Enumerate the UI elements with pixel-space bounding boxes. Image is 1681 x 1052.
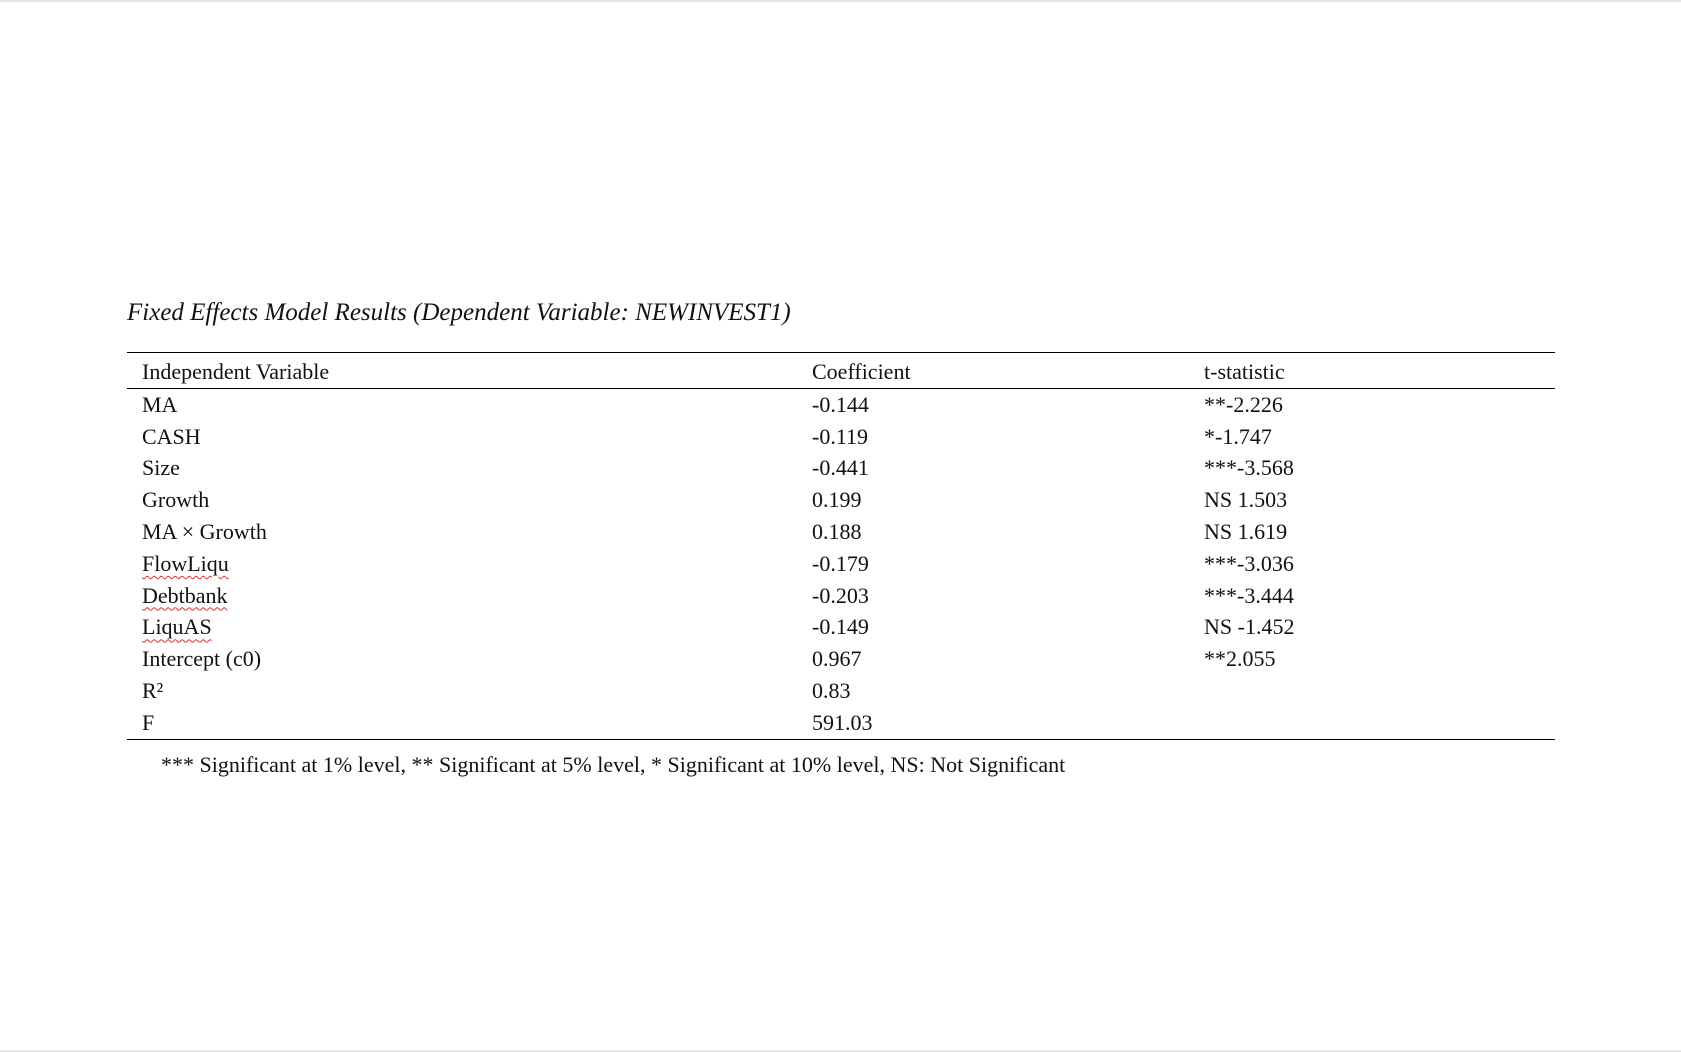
coefficient-cell: -0.179 xyxy=(812,550,869,576)
spellcheck-flagged-word[interactable]: FlowLiqu xyxy=(142,550,229,576)
table-row xyxy=(127,453,1555,485)
t-statistic-cell: ***-3.568 xyxy=(1204,455,1294,481)
regression-results-table xyxy=(127,352,1555,740)
page-top-edge xyxy=(0,0,1681,2)
document-page xyxy=(127,296,1555,778)
variable-cell: Intercept (c0) xyxy=(142,646,262,672)
variable-cell xyxy=(127,580,797,612)
coefficient-cell: -0.144 xyxy=(812,391,869,417)
t-statistic-cell: **-2.226 xyxy=(1204,391,1283,417)
variable-cell: F xyxy=(142,709,155,735)
variable-cell: Growth xyxy=(142,487,210,513)
coefficient-cell: 0.188 xyxy=(812,519,862,545)
header-row xyxy=(127,353,1555,389)
coefficient-cell: 0.967 xyxy=(812,646,862,672)
t-statistic-cell: NS 1.619 xyxy=(1204,519,1288,545)
t-statistic-cell: **2.055 xyxy=(1204,646,1276,672)
coefficient-cell: -0.119 xyxy=(812,423,869,449)
variable-cell: MA xyxy=(142,391,178,417)
t-statistic-cell xyxy=(1189,675,1555,707)
table-body xyxy=(127,389,1555,740)
variable-cell: CASH xyxy=(142,423,201,449)
table-row xyxy=(127,675,1555,707)
table-row xyxy=(127,516,1555,548)
table-row xyxy=(127,421,1555,453)
header-t-statistic: t-statistic xyxy=(1204,359,1285,384)
table-row xyxy=(127,707,1555,739)
coefficient-cell: -0.149 xyxy=(812,614,869,640)
table-row xyxy=(127,548,1555,580)
table-caption: Fixed Effects Model Results (Dependent Variable: NEWINVEST1) xyxy=(127,299,791,326)
t-statistic-cell: NS 1.503 xyxy=(1204,487,1288,513)
t-statistic-cell: ***-3.444 xyxy=(1204,582,1294,608)
table-row xyxy=(127,580,1555,612)
header-independent-variable: Independent Variable xyxy=(142,359,330,384)
t-statistic-cell xyxy=(1189,707,1555,739)
coefficient-cell: -0.441 xyxy=(812,455,869,481)
table-row xyxy=(127,612,1555,644)
variable-cell: R² xyxy=(142,678,164,704)
spellcheck-flagged-word[interactable]: Debtbank xyxy=(142,582,228,608)
coefficient-cell: -0.203 xyxy=(812,582,869,608)
t-statistic-cell: NS -1.452 xyxy=(1204,614,1295,640)
variable-cell xyxy=(127,612,797,644)
t-statistic-cell: ***-3.036 xyxy=(1204,550,1294,576)
coefficient-cell: 0.83 xyxy=(812,678,851,704)
coefficient-cell: 591.03 xyxy=(812,709,873,735)
table-header xyxy=(127,353,1555,389)
variable-cell xyxy=(127,548,797,580)
header-coefficient: Coefficient xyxy=(812,359,911,384)
table-row xyxy=(127,643,1555,675)
variable-cell: Size xyxy=(142,455,180,481)
table-row xyxy=(127,389,1555,421)
significance-footnote: *** Significant at 1% level, ** Significant at 5% level, * Significant at 10% level, NS: Not Significant xyxy=(161,751,1066,777)
spellcheck-flagged-word[interactable]: LiquAS xyxy=(142,614,212,640)
coefficient-cell: 0.199 xyxy=(812,487,862,513)
t-statistic-cell: *-1.747 xyxy=(1204,423,1272,449)
variable-cell: MA × Growth xyxy=(142,519,267,545)
table-row xyxy=(127,484,1555,516)
